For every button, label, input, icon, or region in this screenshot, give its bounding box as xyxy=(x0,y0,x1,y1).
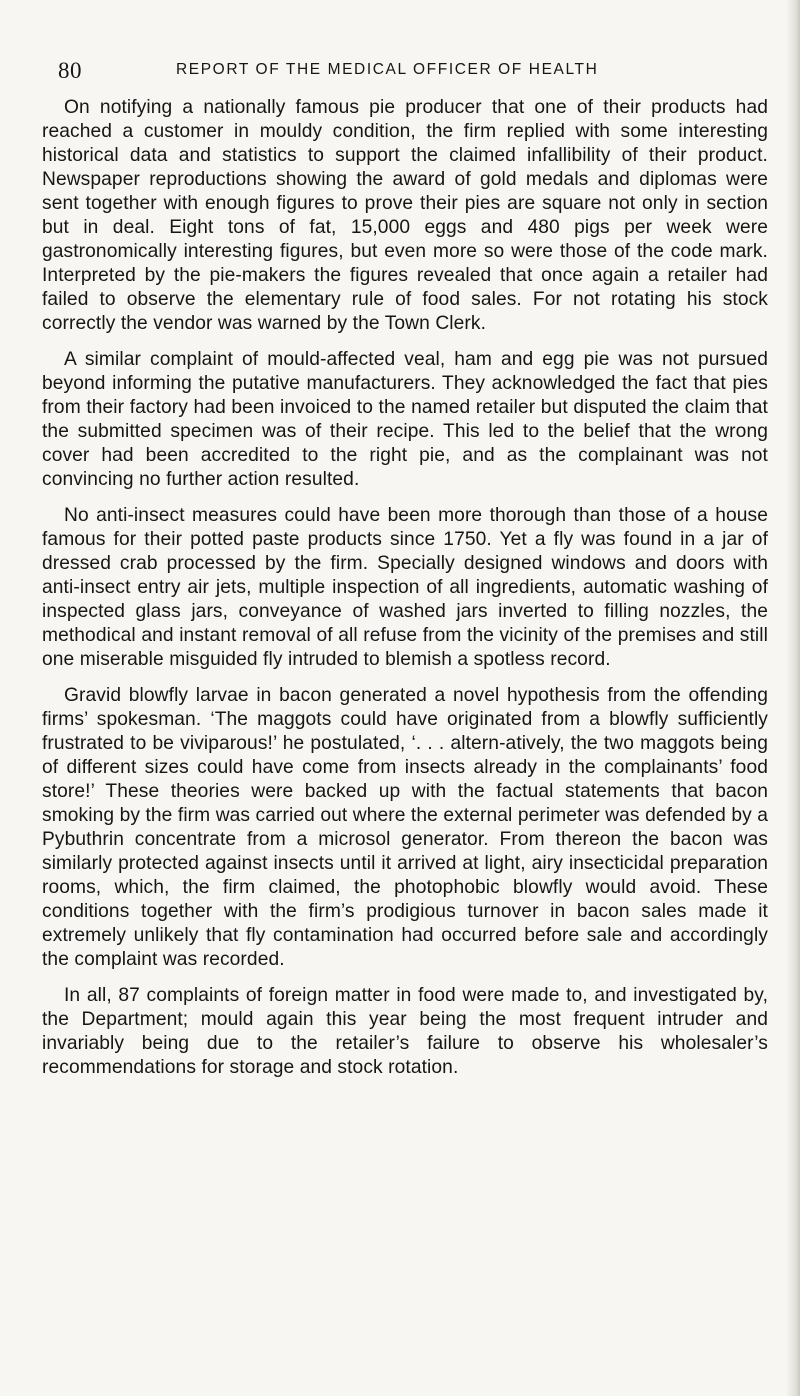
body-text xyxy=(42,96,768,1092)
page-edge-shadow xyxy=(786,0,800,1396)
running-head: REPORT OF THE MEDICAL OFFICER OF HEALTH xyxy=(176,61,599,78)
paragraph-veal-ham-egg-pie: A similar complaint of mould-affected veal, ham and egg pie was not pursued beyond informing the putative manufacturers. They acknowledged the fact that pies from their factory had been invoiced to the named retailer but disputed the claim that the submitted specimen was of their recipe. This led to the belief that the wrong cover had been accredited to the right pie, and as the complainant was not convincing no further action resulted. xyxy=(42,349,768,490)
paragraph-complaints-summary: In all, 87 complaints of foreign matter in food were made to, and investigated by, the Department; mould again this year being the most frequent intruder and invariably being due to the retailer’s failure to observe his wholesaler’s recommendations for storage and stock rotation. xyxy=(42,985,768,1078)
page-number: 80 xyxy=(58,58,82,83)
paragraph-pie-producer: On notifying a nationally famous pie producer that one of their products had reached a customer in mouldy condition, the firm replied with some interesting historical data and statistics to support the claimed infallibility of their product. Newspaper reproductions showing the award of gold medals and diplomas were sent together with enough figures to prove their pies are square not only in section but in deal. Eight tons of fat, 15,000 eggs and 480 pigs per week were gastronomically interesting figures, but even more so were those of the code mark. Interpreted by the pie-makers the figures revealed that once again a retailer had failed to observe the elementary rule of food sales. For not rotating his stock correctly the vendor was warned by the Town Clerk. xyxy=(42,97,768,334)
paragraph-blowfly-larvae: Gravid blowfly larvae in bacon generated a novel hypothesis from the offending firms’ spokesman. ‘The maggots could have originated from a blowfly sufficiently frustrated to be viviparous!’ he postulated, ‘. . . altern-atively, the two maggots being of different sizes could have come from insects already in the complainants’ food store!’ These theories were backed up with the factual statements that bacon smoking by the firm was carried out where the external perimeter was defended by a Pybuthrin concentrate from a microsol generator. From thereon the bacon was similarly protected against insects until it arrived at light, airy insecticidal preparation rooms, which, the firm claimed, the photophobic blowfly would avoid. These conditions together with the firm’s prodigious turnover in bacon sales made it extremely unlikely that fly contamination had occurred before sale and accordingly the complaint was recorded. xyxy=(42,685,768,970)
paragraph-anti-insect-measures: No anti-insect measures could have been more thorough than those of a house famous for their potted paste products since 1750. Yet a fly was found in a jar of dressed crab processed by the firm. Specially designed windows and doors with anti-insect entry air jets, multiple inspection of all ingredients, automatic washing of inspected glass jars, conveyance of washed jars inverted to filling nozzles, the methodical and instant removal of all refuse from the vicinity of the premises and still one miserable misguided fly intruded to blemish a spotless record. xyxy=(42,505,768,670)
page-header xyxy=(58,58,748,88)
